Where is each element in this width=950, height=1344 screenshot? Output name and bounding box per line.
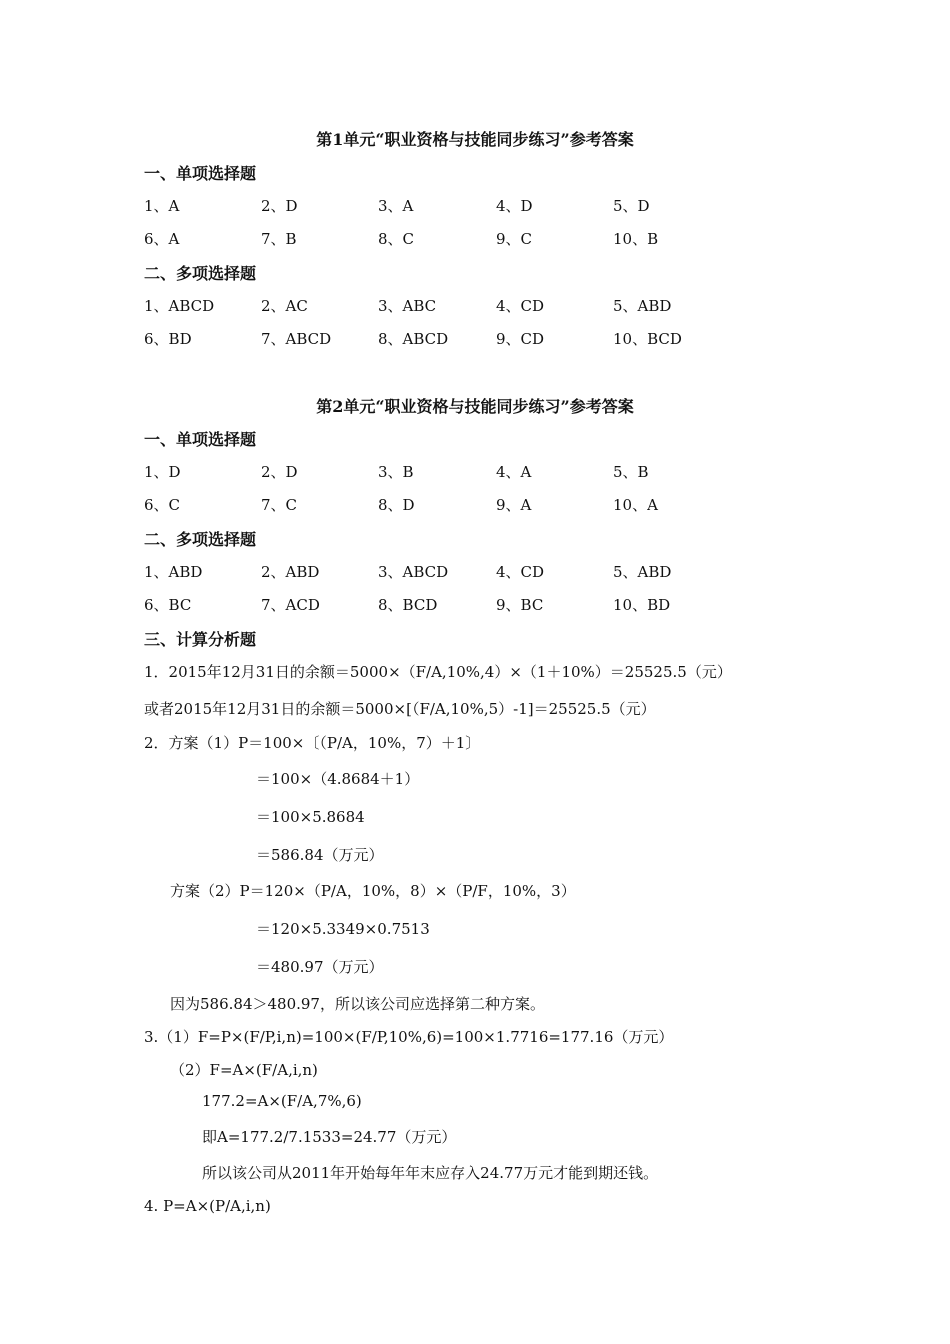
answer: 2、ABD — [261, 563, 320, 581]
answer: 10、A — [613, 496, 658, 514]
unit-2-multi-choice-row-1 — [144, 561, 784, 583]
calc-line: ＝100×（4.8684＋1） — [256, 770, 420, 788]
answer: 8、ABCD — [378, 330, 449, 348]
answer: 2、D — [261, 463, 298, 481]
unit-2-multi-choice-heading: 二、多项选择题 — [144, 530, 257, 549]
answer: 6、C — [144, 496, 181, 514]
unit-2-multi-choice-row-2 — [144, 594, 784, 616]
calc-line: 方案（2）P＝120×（P/A，10%，8）×（P/F，10%，3） — [170, 882, 576, 900]
answer: 4、D — [496, 197, 533, 215]
answer: 6、A — [144, 230, 180, 248]
answer: 8、D — [378, 496, 415, 514]
unit-1-title: 第1单元“职业资格与技能同步练习”参考答案 — [316, 130, 634, 149]
answer: 8、C — [378, 230, 415, 248]
unit-1-multi-choice-row-2 — [144, 328, 784, 350]
answer: 7、ABCD — [261, 330, 332, 348]
answer: 5、ABD — [613, 297, 672, 315]
answer: 1、ABCD — [144, 297, 215, 315]
answer: 3、B — [378, 463, 414, 481]
answer: 3、A — [378, 197, 414, 215]
answer: 3、ABC — [378, 297, 437, 315]
answer: 1、ABD — [144, 563, 203, 581]
answer: 6、BC — [144, 596, 192, 614]
unit-2-title: 第2单元“职业资格与技能同步练习”参考答案 — [316, 397, 634, 416]
answer: 7、B — [261, 230, 297, 248]
calc-line: 1．2015年12月31日的余额＝5000×（F/A,10%,4）×（1＋10%）＝25525.5（元） — [144, 663, 732, 681]
calc-line: 177.2=A×(F/A,7%,6) — [202, 1092, 362, 1110]
answer: 4、CD — [496, 297, 545, 315]
answer: 10、B — [613, 230, 659, 248]
unit-2-single-choice-row-1 — [144, 461, 784, 483]
calc-line: 3.（1）F=P×(F/P,i,n)=100×(F/P,10%,6)=100×1.7716=177.16（万元） — [144, 1028, 674, 1046]
answer: 9、CD — [496, 330, 545, 348]
answer: 9、A — [496, 496, 532, 514]
answer: 9、BC — [496, 596, 544, 614]
answer: 6、BD — [144, 330, 192, 348]
calc-line: 2．方案（1）P＝100×〔（P/A，10%，7）＋1〕 — [144, 734, 481, 752]
answer: 4、CD — [496, 563, 545, 581]
answer: 3、ABCD — [378, 563, 449, 581]
answer: 9、C — [496, 230, 533, 248]
answer: 1、A — [144, 197, 180, 215]
answer: 10、BD — [613, 596, 671, 614]
unit-2-single-choice-row-2 — [144, 494, 784, 516]
answer: 5、B — [613, 463, 649, 481]
answer: 5、ABD — [613, 563, 672, 581]
answer: 10、BCD — [613, 330, 682, 348]
calc-line: ＝100×5.8684 — [256, 808, 365, 826]
calc-line: （2）F=A×(F/A,i,n) — [170, 1061, 318, 1079]
answer: 7、ACD — [261, 596, 320, 614]
answer: 8、BCD — [378, 596, 438, 614]
calc-line: 所以该公司从2011年开始每年年末应存入24.77万元才能到期还钱。 — [202, 1164, 659, 1182]
answer: 2、AC — [261, 297, 308, 315]
unit-2-single-choice-heading: 一、单项选择题 — [144, 430, 257, 449]
answer: 7、C — [261, 496, 298, 514]
answer: 4、A — [496, 463, 532, 481]
unit-1-multi-choice-row-1 — [144, 295, 784, 317]
calc-line: 4. P=A×(P/A,i,n) — [144, 1197, 271, 1215]
calc-line: ＝586.84（万元） — [256, 846, 384, 864]
unit-1-single-choice-row-2 — [144, 228, 784, 250]
calc-line: 因为586.84＞480.97，所以该公司应选择第二种方案。 — [170, 995, 545, 1013]
unit-1-single-choice-heading: 一、单项选择题 — [144, 164, 257, 183]
calc-line: 即A=177.2/7.1533=24.77（万元） — [202, 1128, 457, 1146]
answer: 1、D — [144, 463, 181, 481]
calc-line: ＝480.97（万元） — [256, 958, 384, 976]
unit-2-calc-heading: 三、计算分析题 — [144, 630, 257, 649]
unit-1-single-choice-row-1 — [144, 195, 784, 217]
answer: 2、D — [261, 197, 298, 215]
answer: 5、D — [613, 197, 650, 215]
calc-line: ＝120×5.3349×0.7513 — [256, 920, 430, 938]
calc-line: 或者2015年12月31日的余额＝5000×[（F/A,10%,5）-1]＝25525.5（元） — [144, 700, 656, 718]
unit-1-multi-choice-heading: 二、多项选择题 — [144, 264, 257, 283]
